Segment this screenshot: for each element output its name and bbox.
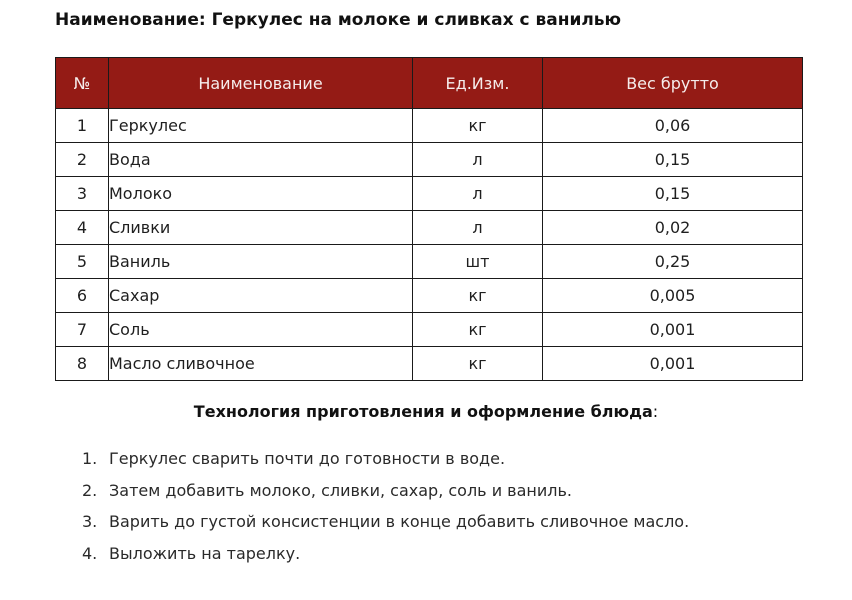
step-text: Геркулес сварить почти до готовности в воде. <box>109 449 506 468</box>
weight-cell: 0,15 <box>543 177 803 211</box>
column-header-name: Наименование <box>109 58 413 109</box>
weight-cell: 0,06 <box>543 109 803 143</box>
list-item <box>82 541 689 573</box>
ingredient-name: Геркулес <box>109 109 413 143</box>
row-number: 3 <box>56 177 109 211</box>
weight-cell: 0,15 <box>543 143 803 177</box>
row-number: 1 <box>56 109 109 143</box>
step-text: Выложить на тарелку. <box>109 543 301 563</box>
step-number: 2. <box>82 480 98 500</box>
weight-cell: 0,001 <box>543 313 803 347</box>
weight-cell: 0,25 <box>543 245 803 279</box>
ingredient-name: Сливки <box>109 211 413 245</box>
weight-cell: 0,02 <box>543 211 803 245</box>
unit-cell: шт <box>413 245 543 279</box>
ingredient-name: Вода <box>109 143 413 177</box>
technology-heading-colon: : <box>652 402 659 421</box>
table-row <box>56 313 803 347</box>
row-number: 7 <box>56 313 109 347</box>
table-row <box>56 245 803 279</box>
document-title: Наименование: Геркулес на молоке и сливках с ванилью <box>55 10 622 30</box>
unit-cell: л <box>413 177 543 211</box>
weight-cell: 0,005 <box>543 279 803 313</box>
unit-cell: кг <box>413 109 543 143</box>
table-row <box>56 177 803 211</box>
ingredient-name: Соль <box>109 313 413 347</box>
table-row <box>56 143 803 177</box>
ingredient-name: Молоко <box>109 177 413 211</box>
table-row <box>56 279 803 313</box>
row-number: 8 <box>56 347 109 381</box>
list-item <box>82 446 689 478</box>
column-header-unit: Ед.Изм. <box>413 58 543 109</box>
unit-cell: кг <box>413 347 543 381</box>
column-header-number: № <box>56 58 109 109</box>
ingredient-name: Масло сливочное <box>109 347 413 381</box>
list-item <box>82 509 689 541</box>
step-text: Затем добавить молоко, сливки, сахар, соль и ваниль. <box>109 480 573 500</box>
table-row <box>56 109 803 143</box>
table-body <box>56 109 803 381</box>
row-number: 4 <box>56 211 109 245</box>
list-item <box>82 478 689 510</box>
step-text: Варить до густой консистенции в конце добавить сливочное масло. <box>109 512 690 531</box>
row-number: 5 <box>56 245 109 279</box>
preparation-steps-list <box>82 446 689 572</box>
ingredient-name: Ваниль <box>109 245 413 279</box>
table-header-row <box>56 58 803 109</box>
unit-cell: кг <box>413 313 543 347</box>
unit-cell: л <box>413 143 543 177</box>
ingredients-table <box>55 57 803 381</box>
step-number: 3. <box>82 512 98 531</box>
row-number: 6 <box>56 279 109 313</box>
ingredient-name: Сахар <box>109 279 413 313</box>
row-number: 2 <box>56 143 109 177</box>
table-header <box>56 58 803 109</box>
step-number: 1. <box>82 449 98 468</box>
weight-cell: 0,001 <box>543 347 803 381</box>
technology-heading-text: Технология приготовления и оформление блюда <box>193 402 653 421</box>
technology-heading <box>0 402 852 421</box>
column-header-weight: Вес брутто <box>543 58 803 109</box>
step-number: 4. <box>82 543 98 563</box>
table-row <box>56 347 803 381</box>
unit-cell: л <box>413 211 543 245</box>
unit-cell: кг <box>413 279 543 313</box>
table-row <box>56 211 803 245</box>
